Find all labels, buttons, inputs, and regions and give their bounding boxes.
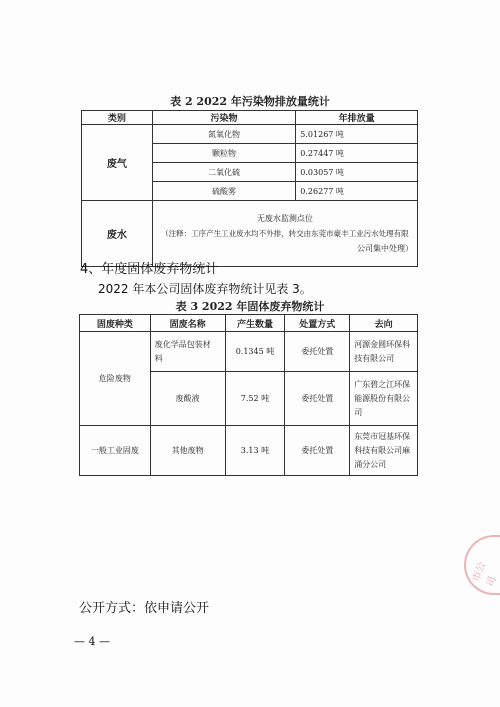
table2-water-line2: （注释：工序产生工业废水均不外排，转交由东莞市豪丰工业污水处理有限 — [161, 229, 409, 238]
table2-pollutant: 颗粒物 — [152, 144, 296, 163]
table3-quantity: 7.52 吨 — [225, 372, 285, 426]
table2-pollutant: 硫酸雾 — [152, 182, 296, 201]
table2-amount: 0.26277 吨 — [296, 182, 418, 201]
table3-destination-l2: 能源股份有限公 — [354, 393, 411, 403]
table3-waste-name-l1: 废化学品包装材 — [154, 339, 211, 349]
table2-pollutant: 氮氧化物 — [152, 125, 296, 144]
table2-amount: 0.03057 吨 — [296, 163, 418, 182]
table3-header-quantity: 产生数量 — [225, 315, 285, 332]
table3-destination-l3: 涌分公司 — [354, 459, 387, 469]
table2-amount: 0.27447 吨 — [296, 144, 418, 163]
table3-destination — [350, 426, 418, 476]
table2-amount: 5.01267 吨 — [296, 125, 418, 144]
table-row — [80, 332, 418, 372]
table2-header-category: 类别 — [82, 111, 153, 125]
table3-caption: 表 3 2022 年固体废弃物统计 — [175, 300, 325, 313]
table3-header-destination: 去向 — [350, 315, 418, 332]
table3-destination-l2: 技有限公司 — [354, 353, 395, 363]
table-row — [80, 426, 418, 476]
table3-waste-name-l2: 料 — [154, 353, 163, 363]
page-number: — 4 — — [74, 635, 110, 648]
table3-method: 委托处置 — [285, 426, 350, 476]
table2 — [81, 110, 418, 267]
table2-header-row — [82, 111, 418, 125]
table3-destination-l1: 河源金圆环保科 — [354, 339, 411, 349]
table-row — [82, 125, 418, 144]
table2-water-line3: 公司集中处理） — [357, 244, 413, 253]
section4-heading: 4、年度固体废弃物统计 — [80, 262, 219, 277]
table3-waste-name: 其他废物 — [150, 426, 225, 476]
seal-text: 市公司 — [470, 560, 499, 589]
table3 — [79, 314, 418, 476]
table3-destination-l1: 东莞市冠基环保 — [354, 431, 411, 441]
table2-water-note — [152, 201, 417, 267]
table-row — [82, 201, 418, 267]
table3-waste-name: 废酸液 — [150, 372, 225, 426]
section4-intro: 2022 年本公司固体废弃物统计见表 3。 — [98, 282, 312, 296]
table3-waste-name — [150, 332, 225, 372]
official-seal-fragment — [464, 535, 500, 595]
table3-quantity: 0.1345 吨 — [225, 332, 285, 372]
table3-destination — [350, 372, 418, 426]
table2-category-water: 废水 — [82, 201, 153, 267]
table3-category-general: 一般工业固废 — [80, 426, 151, 476]
table3-header-method: 处置方式 — [285, 315, 350, 332]
table3-category-hazardous: 危险废物 — [80, 332, 151, 426]
table3-destination-l2: 科技有限公司麻 — [354, 445, 411, 455]
table3-destination — [350, 332, 418, 372]
table2-water-line1: 无废水监测点位 — [256, 214, 313, 223]
table3-destination-l1: 广东碧之江环保 — [354, 379, 411, 389]
table2-header-pollutant: 污染物 — [152, 111, 296, 125]
table3-header-row — [80, 315, 418, 332]
table3-destination-l3: 司 — [354, 407, 363, 417]
table3-quantity: 3.13 吨 — [225, 426, 285, 476]
table2-pollutant: 二氧化硫 — [152, 163, 296, 182]
table3-header-name: 固废名称 — [150, 315, 225, 332]
table2-category-gas: 废气 — [82, 125, 153, 201]
disclosure-method: 公开方式：依申请公开 — [79, 601, 210, 616]
table2-header-amount: 年排放量 — [296, 111, 418, 125]
table3-header-category: 固废种类 — [80, 315, 151, 332]
table2-caption: 表 2 2022 年污染物排放量统计 — [170, 95, 330, 108]
table3-method: 委托处置 — [285, 332, 350, 372]
table3-method: 委托处置 — [285, 372, 350, 426]
